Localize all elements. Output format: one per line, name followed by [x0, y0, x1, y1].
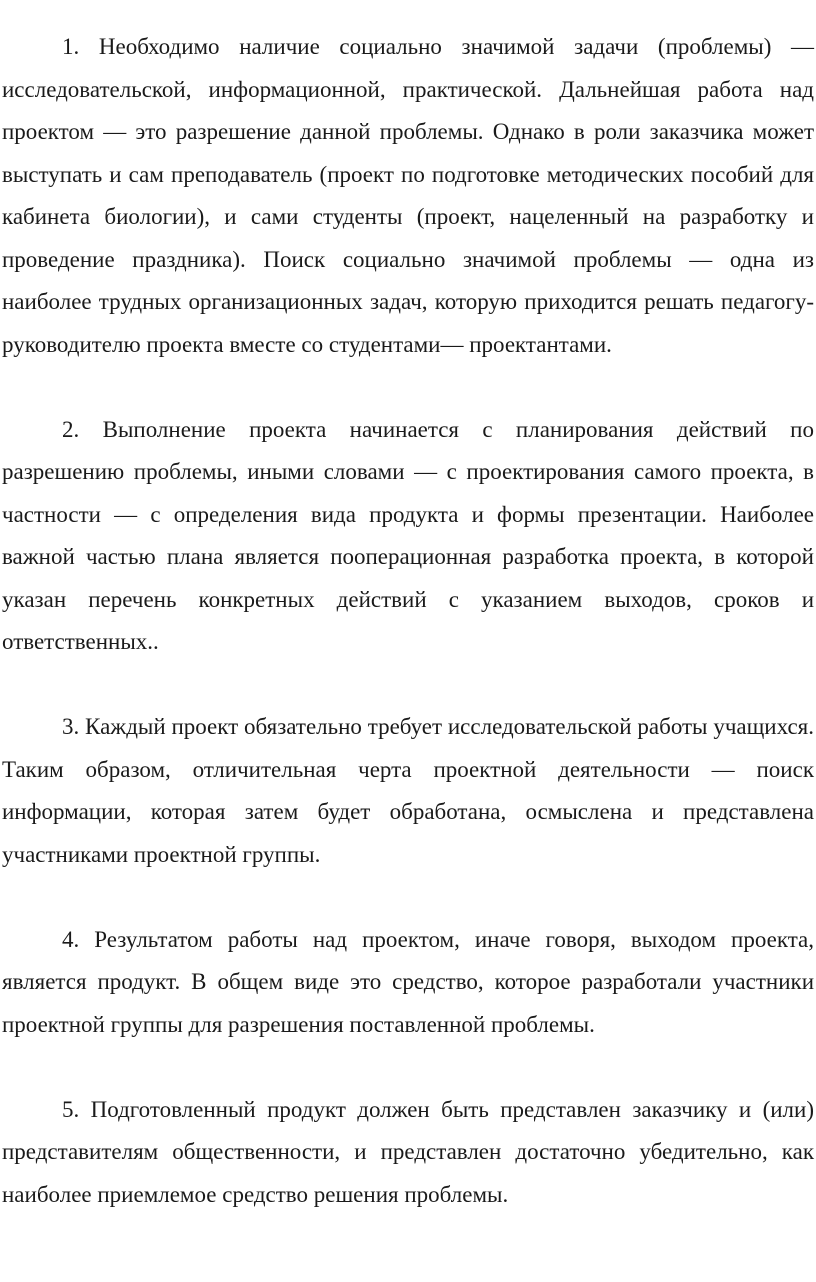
- paragraph-3: 3. Каждый проект обязательно требует исследовательской работы учащихся. Таким образом, отличительная черта проектной деятельности — поиск информации, которая затем будет обработана, осмыслена и представлена участниками проектной группы.: [2, 714, 814, 867]
- paragraph-4: 4. Результатом работы над проектом, иначе говоря, выходом проекта, является продукт. В общем виде это средство, которое разработали участники проектной группы для разрешения поставленной проблемы.: [2, 926, 814, 1037]
- paragraph-1: 1. Необходимо наличие социально значимой задачи (проблемы) — исследовательской, информационной, практической. Дальнейшая работа над проектом — это разрешение данной проблемы. Однако в роли заказчика может выступать и сам преподаватель (проект по подготовке методических пособий для кабинета биологии), и сами студенты (проект, нацеленный на разработку и проведение праздника). Поиск социально значимой проблемы — одна из наиболее трудных организационных задач, которую приходится решать педагогу-руководителю проекта вместе со студентами— проектантами.: [2, 34, 814, 357]
- paragraph-5: 5. Подготовленный продукт должен быть представлен заказчику и (или) представителям общественности, и представлен достаточно убедительно, как наиболее приемлемое средство решения проблемы.: [2, 1096, 814, 1207]
- paragraph-2: 2. Выполнение проекта начинается с планирования действий по разрешению проблемы, иными словами — с проектирования самого проекта, в частности — с определения вида продукта и формы презентации. Наиболее важной частью плана является пооперационная разработка проекта, в которой указан перечень конкретных действий с указанием выходов, сроков и ответственных..: [2, 416, 814, 654]
